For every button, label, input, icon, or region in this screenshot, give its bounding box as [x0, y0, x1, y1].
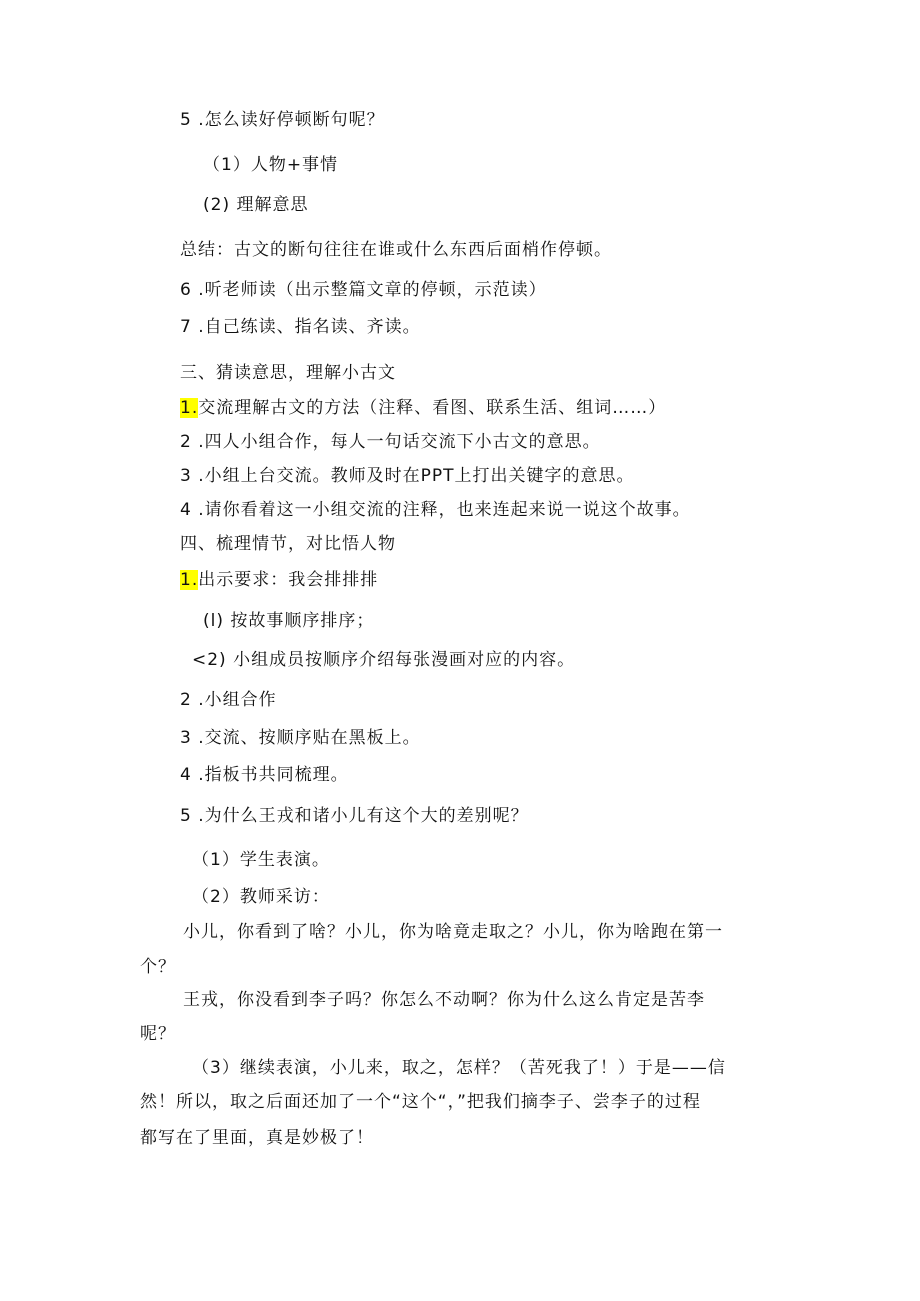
- section-4-item-5: 5 .为什么王戎和诸小儿有这个大的差别呢？: [180, 806, 529, 826]
- sub-item-1: (l) 按故事顺序排序；: [203, 611, 375, 631]
- summary: 总结：古文的断句往往在谁或什么东西后面梢作停顿。: [180, 240, 612, 260]
- sub-item-1: （1）学生表演。: [192, 850, 330, 870]
- step-5-heading: 5 .怎么读好停顿断句呢？: [180, 110, 385, 130]
- section-3-item-4: 4 .请你看着这一小组交流的注释，也来连起来说一说这个故事。: [180, 500, 691, 520]
- sub-item-2: (2) 理解意思: [203, 195, 309, 215]
- sub-item-2: <2) 小组成员按顺序介绍每张漫画对应的内容。: [192, 650, 576, 670]
- paragraph-line: 呢？: [140, 1024, 176, 1044]
- item-text: 出示要求：我会排排排: [198, 570, 379, 590]
- paragraph-line: 然！所以，取之后面还加了一个“这个“，”把我们摘李子、尝李子的过程: [140, 1092, 701, 1112]
- paragraph-line: 小儿，你看到了啥？小儿，你为啥竟走取之？小儿，你为啥跑在第一: [183, 922, 723, 942]
- highlighted-number: 1.: [180, 398, 199, 418]
- section-3-heading: 三、猜读意思，理解小古文: [180, 363, 396, 383]
- section-4-item-4: 4 .指板书共同梳理。: [180, 765, 349, 785]
- paragraph-line: 个？: [140, 957, 176, 977]
- paragraph-line: 王戎，你没看到李子吗？你怎么不动啊？你为什么这么肯定是苦李: [183, 990, 705, 1010]
- section-3-item-3: 3 .小组上台交流。教师及时在PPT上打出关键字的意思。: [180, 466, 635, 486]
- sub-item-1: （1）人物+事情: [203, 155, 339, 175]
- step-6: 6 .听老师读（出示整篇文章的停顿，示范读）: [180, 280, 547, 300]
- sub-item-2: （2）教师采访：: [192, 887, 330, 907]
- section-4-item-1: [180, 570, 378, 590]
- section-4-item-2: 2 .小组合作: [180, 690, 277, 710]
- section-4-item-3: 3 .交流、按顺序贴在黑板上。: [180, 728, 421, 748]
- section-3-item-1: [180, 398, 666, 418]
- paragraph-line: （3）继续表演，小儿来，取之，怎样？（苦死我了！）于是——信: [192, 1058, 726, 1078]
- item-text: 交流理解古文的方法（注释、看图、联系生活、组词……）: [198, 398, 667, 418]
- section-4-heading: 四、梳理情节，对比悟人物: [180, 534, 396, 554]
- paragraph-line: 都写在了里面，真是妙极了！: [140, 1128, 374, 1148]
- section-3-item-2: 2 .四人小组合作，每人一句话交流下小古文的意思。: [180, 432, 601, 452]
- highlighted-number: 1.: [180, 570, 199, 590]
- step-7: 7 .自己练读、指名读、齐读。: [180, 317, 421, 337]
